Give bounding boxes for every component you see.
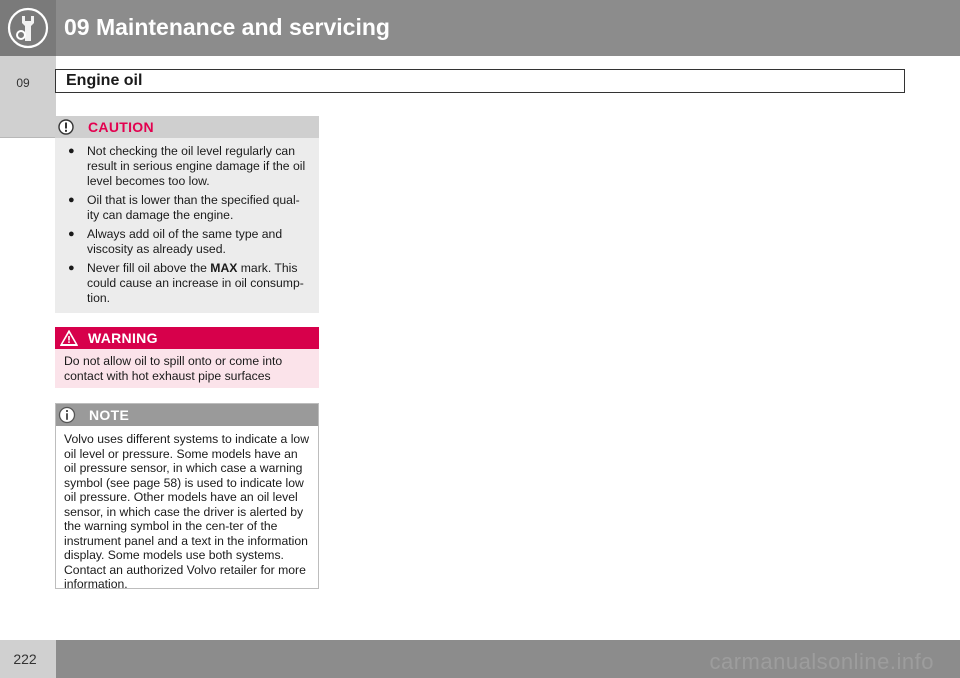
page-number: 222 (13, 651, 37, 667)
warning-text: Do not allow oil to spill onto or come into contact with hot exhaust pipe surfaces (64, 354, 283, 383)
chapter-title: 09 Maintenance and servicing (64, 14, 390, 40)
note-box (55, 403, 319, 589)
caution-item (63, 261, 309, 306)
caution-item (63, 227, 309, 257)
warning-label: WARNING (88, 330, 158, 346)
wrench-gear-icon (7, 7, 49, 49)
caution-item-text: Not checking the oil level regularly can result in serious engine damage if the oil level becomes too low. (87, 144, 306, 188)
caution-label: CAUTION (88, 119, 154, 135)
page-number-box (0, 640, 56, 678)
info-icon (58, 406, 76, 424)
section-title-bar (55, 69, 905, 93)
caution-item (63, 144, 309, 189)
note-label: NOTE (89, 407, 130, 423)
section-title: Engine oil (66, 72, 143, 89)
chapter-number: 09 (16, 76, 30, 90)
caution-item-text: Oil that is lower than the specified qual-ity can damage the engine. (87, 193, 300, 222)
warning-box (55, 327, 319, 388)
caution-item (63, 193, 309, 223)
caution-box (55, 116, 319, 313)
page-footer (0, 640, 960, 678)
watermark: carmanualsonline.info (709, 649, 934, 674)
bullet: ● (68, 145, 75, 157)
bullet: ● (68, 262, 75, 274)
note-text: Volvo uses different systems to indicate a low oil level or pressure. Some models have an oil pressure sensor, in which case a warning symbol (see page 58) is used to indicate low oil pressure. Other models have an oil level sensor, in which case the driver is alerted by the warning symbol in the cen-ter of the instrument panel and a text in the information display. Some models use both systems. Contact an authorized Volvo retailer for more information. (64, 432, 310, 591)
bullet: ● (68, 228, 75, 240)
bullet: ● (68, 194, 75, 206)
exclamation-icon (58, 119, 74, 135)
chapter-header (0, 0, 960, 56)
warning-header (55, 327, 319, 349)
caution-item-text-after: mark. This could cause an increase in oil consump-tion. (87, 261, 304, 305)
chapter-icon-box (0, 0, 56, 56)
warning-triangle-icon (59, 329, 79, 347)
caution-header (55, 116, 319, 138)
chapter-side-tab (0, 56, 56, 138)
caution-item-text-before: Never fill oil above the (87, 261, 211, 275)
caution-item-text: Always add oil of the same type and viscosity as already used. (87, 227, 283, 256)
caution-list (55, 138, 319, 306)
note-header (56, 404, 318, 426)
max-mark-label: MAX (210, 261, 238, 275)
